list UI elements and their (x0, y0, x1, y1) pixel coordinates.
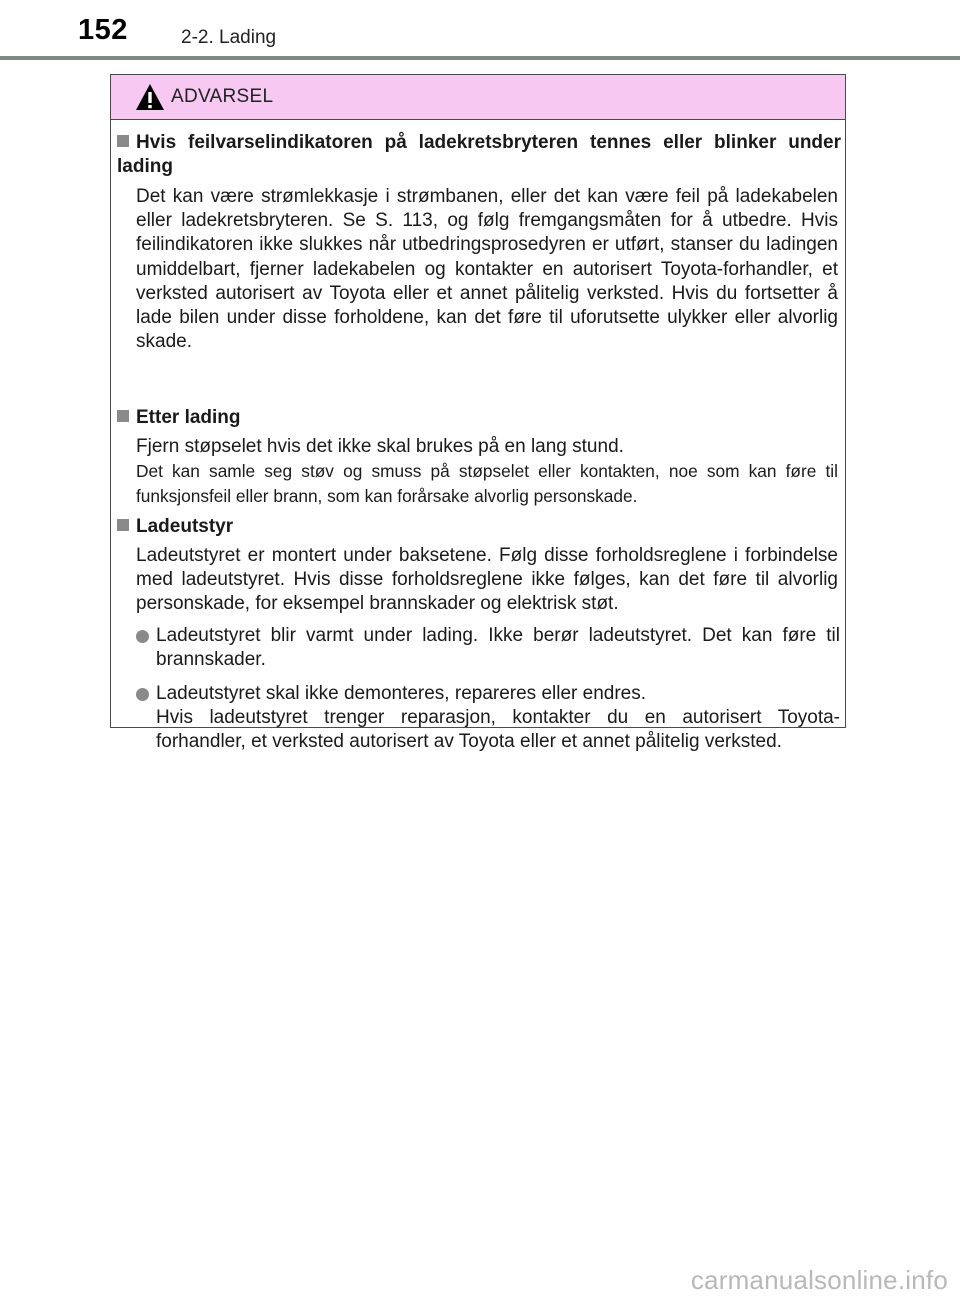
section-heading-text: Ladeutstyr (136, 516, 234, 537)
list-item-text: Ladeutstyret skal ikke demonteres, repareres eller endres. (156, 683, 647, 704)
square-bullet-icon (117, 410, 129, 422)
warning-box (110, 74, 846, 753)
list-item (136, 682, 840, 755)
section-heading (117, 515, 841, 539)
watermark: carmanualsonline.info (690, 1265, 948, 1295)
page-number: 152 (78, 14, 128, 46)
warning-label: ADVARSEL (171, 86, 274, 107)
section-heading-text: Hvis feilvarselindikatoren på ladekretsbryteren tennes eller blinker under lading (117, 132, 841, 177)
section-heading (117, 131, 841, 179)
warning-header (111, 75, 845, 120)
section-body: Ladeutstyret er montert under baksetene. Følg disse forholdsreglene i forbindelse med ladeutstyret. Hvis disse forholdsreglene ikke følges, kan det føre til alvorlig personskade, for eksempel brannskader og elektrisk støt. (136, 545, 838, 615)
section-body: Det kan være strømlekkasje i strømbanen, eller det kan være feil på ladekabelen eller ladekretsbryteren. Se S. 113, og følg fremgangsmåten for å utbedre. Hvis feilindikatoren ikke slukkes når utbedringsprosedyren er utført, stanser du ladingen umiddelbart, fjerner ladekabelen og kontakter en autorisert Toyota-forhandler, et verksted autorisert av Toyota eller et annet pålitelig verksted. Hvis du fortsetter å lade bilen under disse forholdene, kan det føre til uforutsette ulykker eller alvorlig skade. (136, 186, 838, 353)
warning-triangle-icon (135, 83, 165, 111)
list-item-text: Hvis ladeutstyret trenger reparasjon, kontakter du en autorisert Toyota-forhandler, et verksted autorisert av Toyota eller et annet pålitelig verksted. (156, 707, 840, 753)
list-item-text: Ladeutstyret blir varmt under lading. Ikke berør ladeutstyret. Det kan føre til brannskader. (156, 625, 840, 671)
section-body: Fjern støpselet hvis det ikke skal brukes på en lang stund. (136, 436, 624, 457)
section-title: 2-2. Lading (181, 27, 277, 48)
round-bullet-icon (136, 688, 149, 701)
round-bullet-icon (136, 630, 149, 643)
square-bullet-icon (117, 519, 129, 531)
section-heading-text: Etter lading (136, 407, 241, 428)
square-bullet-icon (117, 135, 129, 147)
header-rule (0, 56, 960, 60)
list-item (136, 624, 840, 672)
section-body-detail: Det kan samle seg støv og smuss på støpselet eller kontakten, noe som kan føre til funksjonsfeil eller brann, som kan forårsake alvorlig personskade. (136, 461, 838, 506)
section-heading (117, 406, 841, 430)
